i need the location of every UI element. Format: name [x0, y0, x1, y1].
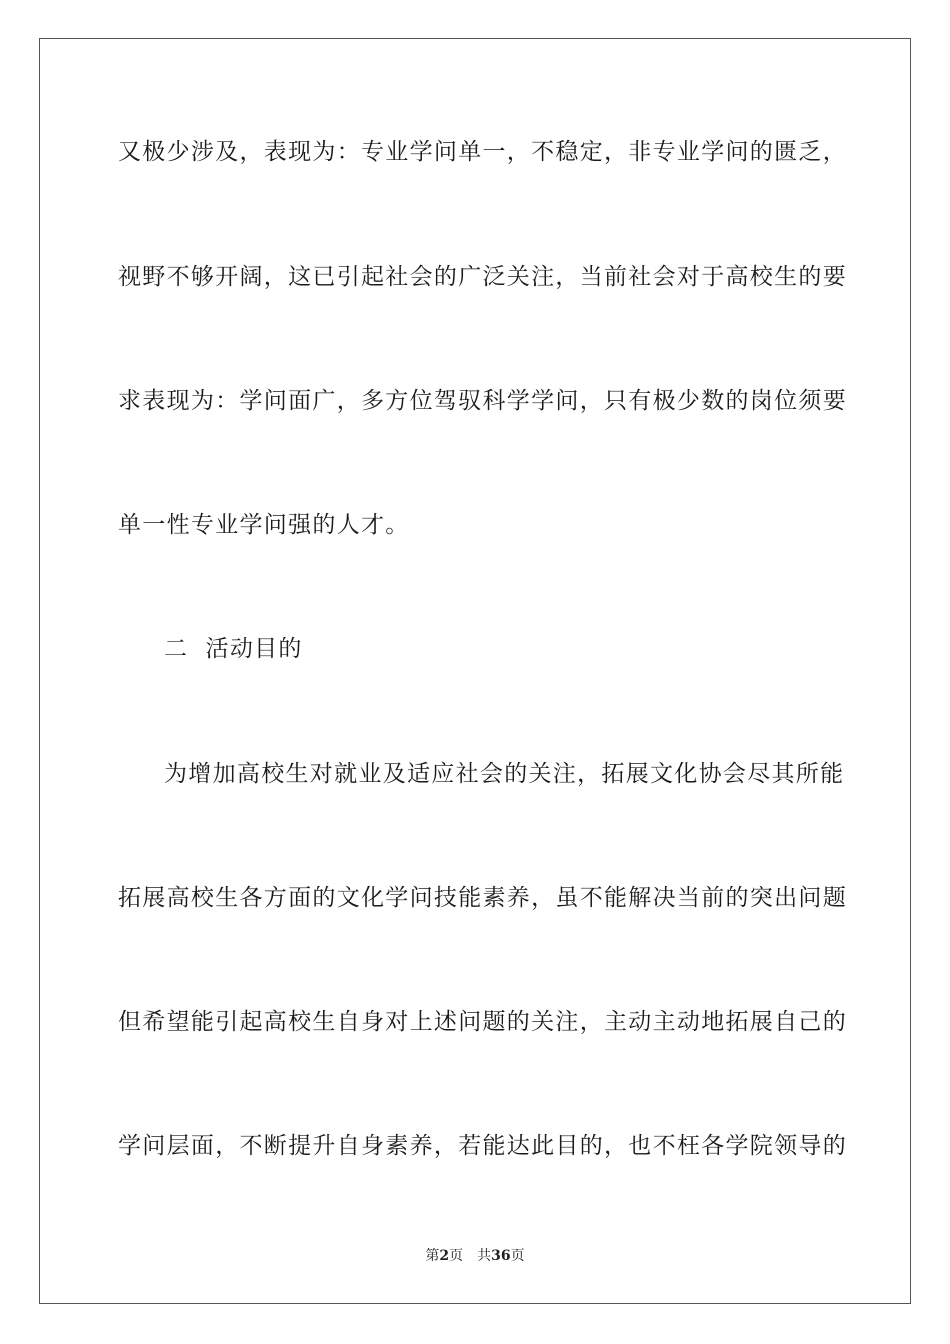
body-text-line: 又极少涉及，表现为：专业学问单一，不稳定，非专业学问的匮乏，	[118, 139, 847, 165]
body-text-line: 拓展高校生各方面的文化学问技能素养，虽不能解决当前的突出问题	[118, 885, 847, 911]
body-text-line: 视野不够开阔，这已引起社会的广泛关注，当前社会对于高校生的要	[118, 264, 847, 290]
page-frame	[39, 38, 911, 1304]
body-text-line: 学问层面，不断提升自身素养，若能达此目的，也不枉各学院领导的	[118, 1133, 847, 1159]
body-text-line: 但希望能引起高校生自身对上述问题的关注，主动主动地拓展自己的	[118, 1009, 847, 1035]
page-footer	[0, 1246, 950, 1266]
body-text-line: 单一性专业学问强的人才。	[118, 512, 410, 538]
current-page-number: 2	[439, 1248, 450, 1264]
page-label-prefix: 第	[425, 1248, 440, 1264]
total-page-count: 36	[491, 1248, 511, 1264]
page-label-suffix: 页	[449, 1248, 464, 1264]
section-heading: 二 活动目的	[164, 636, 303, 662]
body-text-line: 为增加高校生对就业及适应社会的关注，拓展文化协会尽其所能	[164, 761, 845, 787]
total-label-suffix: 页	[510, 1248, 525, 1264]
body-text-line: 求表现为：学问面广，多方位驾驭科学学问，只有极少数的岗位须要	[118, 388, 847, 414]
total-label-prefix: 共	[477, 1248, 492, 1264]
